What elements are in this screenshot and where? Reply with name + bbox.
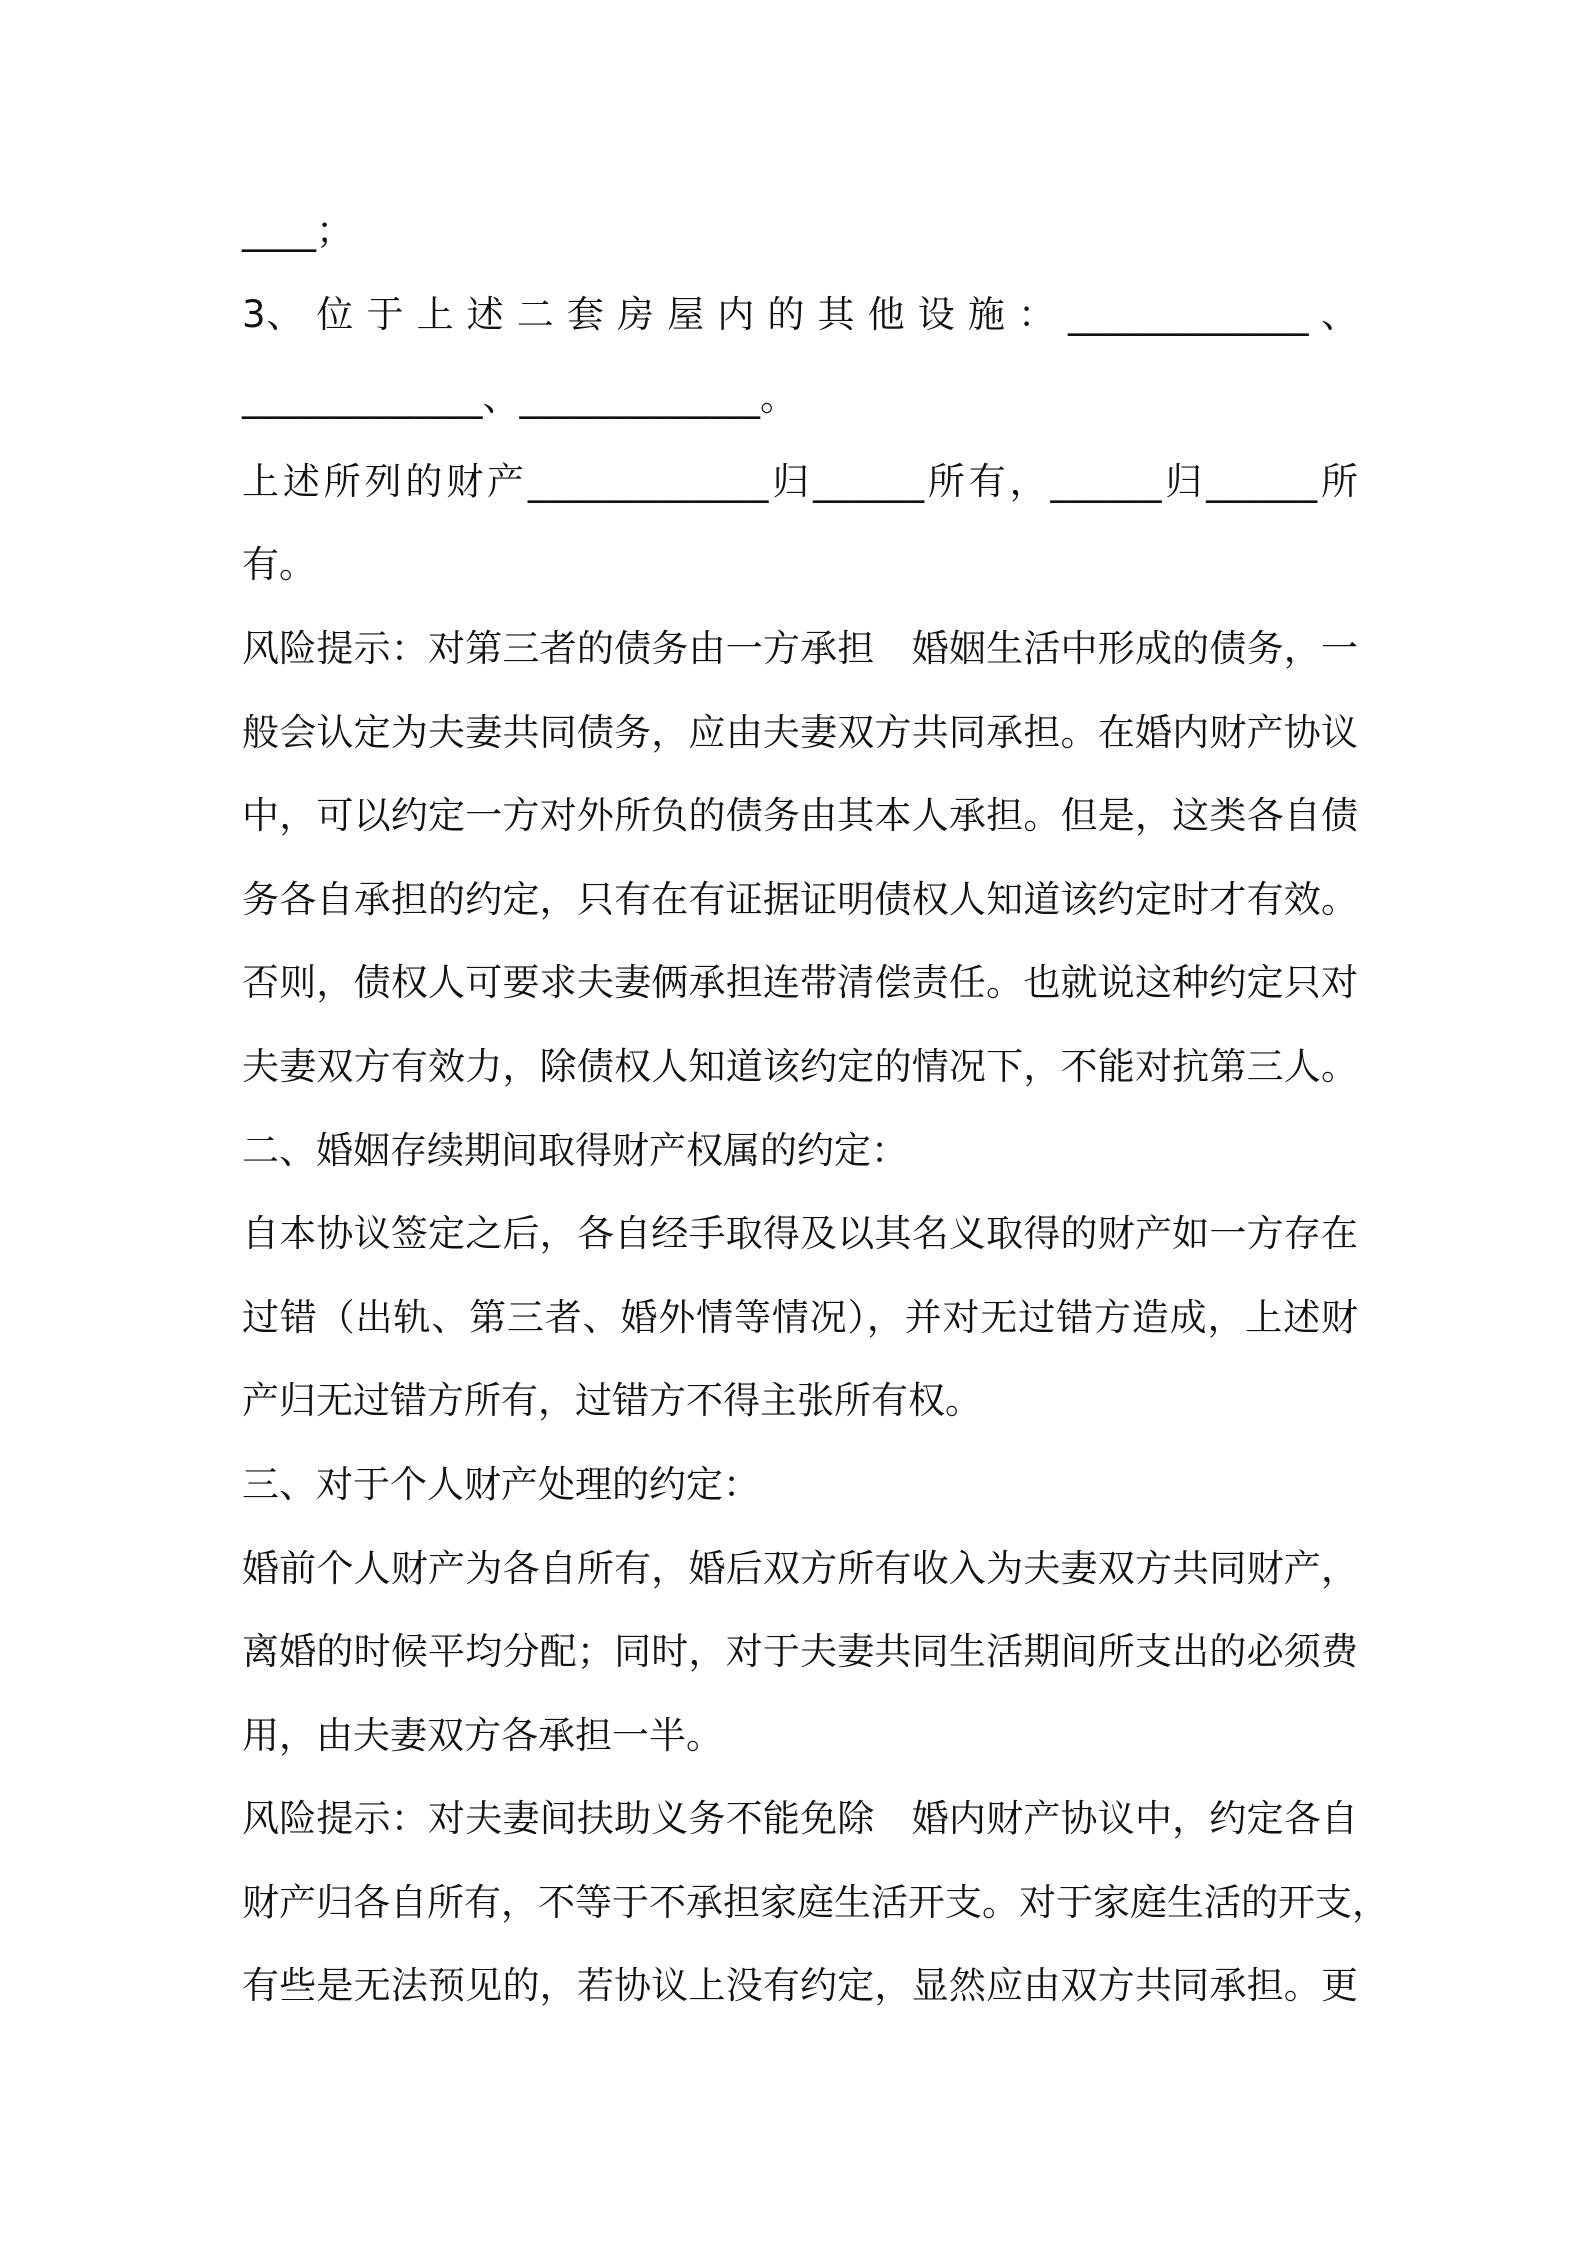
text-line: 风险提示：对夫妻间扶助义务不能免除 婚内财产协议中，约定各自 [242, 1797, 1358, 1841]
text-line: 务各自承担的约定，只有在有证据证明债权人知道该约定时才有效。 [242, 877, 1358, 921]
text-line: 中，可以约定一方对外所负的债务由其本人承担。但是，这类各自债 [242, 794, 1358, 838]
text-line: 二、婚姻存续期间取得财产权属的约定： [242, 1128, 908, 1172]
text-line: 夫妻双方有效力，除债权人知道该约定的情况下，不能对抗第三人。 [242, 1044, 1358, 1088]
text-line: 自本协议签定之后，各自经手取得及以其名义取得的财产如一方存在 [242, 1212, 1358, 1256]
text-line: 3、 位 于 上 述 二 套 房 屋 内 的 其 他 设 施 ： _____________ 、 [242, 292, 1358, 336]
text-line: 产归无过错方所有，过错方不得主张所有权。 [242, 1379, 982, 1423]
text-line: 三、对于个人财产处理的约定： [242, 1462, 760, 1506]
text-line: 离婚的时候平均分配；同时，对于夫妻共同生活期间所支出的必须费 [242, 1630, 1358, 1674]
document-page [242, 189, 1389, 2028]
text-line: 般会认定为夫妻共同债务，应由夫妻双方共同承担。在婚内财产协议 [242, 710, 1358, 754]
text-line: 财产归各自所有，不等于不承担家庭生活开支。对于家庭生活的开支， [242, 1880, 1389, 1924]
text-line: 否则，债权人可要求夫妻俩承担连带清偿责任。也就说这种约定只对 [242, 961, 1358, 1005]
text-line: ____； [242, 209, 353, 252]
text-line: 用，由夫妻双方各承担一半。 [242, 1713, 723, 1757]
text-line: 有些是无法预见的，若协议上没有约定，显然应由双方共同承担。更 [242, 1964, 1358, 2008]
text-line: _____________、_____________。 [242, 376, 797, 420]
text-line: 有。 [242, 543, 316, 587]
text-line: 上述所列的财产_____________归______所有，______归______所 [242, 459, 1358, 503]
text-line: 婚前个人财产为各自所有，婚后双方所有收入为夫妻双方共同财产， [242, 1546, 1358, 1590]
text-line: 过错（出轨、第三者、婚外情等情况），并对无过错方造成，上述财 [242, 1295, 1358, 1339]
text-line: 风险提示：对第三者的债务由一方承担 婚姻生活中形成的债务，一 [242, 626, 1358, 670]
